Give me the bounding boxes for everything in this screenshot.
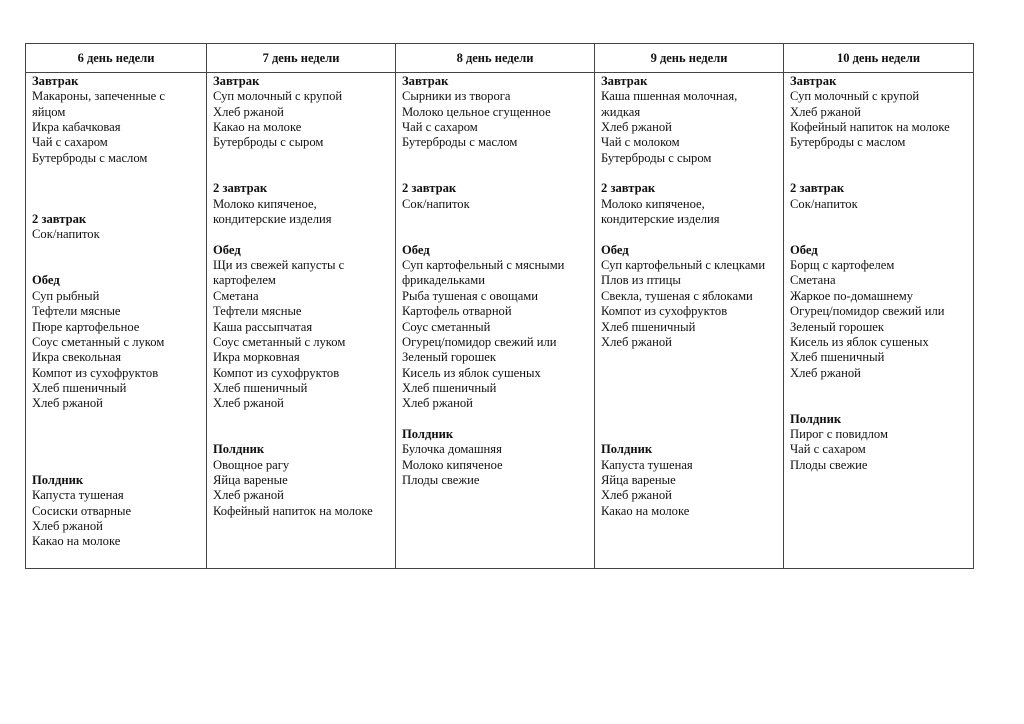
menu-item: Какао на молоке [601, 503, 690, 518]
menu-item: Сметана [213, 288, 259, 303]
menu-item: Плоды свежие [790, 457, 868, 472]
meal-heading: Завтрак [402, 74, 449, 88]
menu-item: Хлеб ржаной [601, 488, 672, 503]
spacer-line [213, 166, 393, 181]
spacer-line [213, 412, 393, 427]
spacer-line [402, 412, 592, 427]
menu-item: кондитерские изделия [213, 212, 332, 227]
spacer-line [790, 381, 971, 396]
menu-item: Хлеб ржаной [213, 488, 284, 503]
menu-item: Хлеб пшеничный [601, 319, 696, 334]
spacer-line [402, 151, 592, 166]
menu-item: Макароны, запеченные с [32, 89, 166, 104]
menu-item: фрикадельками [402, 273, 485, 288]
menu-item: яйцом [32, 104, 66, 119]
menu-item: Икра кабачковая [32, 120, 121, 135]
day-8-header: 8 день недели [396, 44, 594, 73]
meal-heading: Завтрак [213, 74, 260, 88]
meal-heading: 2 завтрак [790, 181, 845, 196]
menu-item: Тефтели мясные [32, 304, 121, 319]
meal-heading: Обед [213, 242, 241, 257]
spacer-line [32, 258, 204, 273]
day-6-column [26, 44, 207, 568]
menu-item: Хлеб ржаной [790, 365, 861, 380]
menu-item: Пирог с повидлом [790, 426, 888, 441]
day-8-column [396, 44, 595, 568]
menu-item: Хлеб ржаной [601, 334, 672, 349]
spacer-line [601, 427, 781, 442]
menu-item: Суп молочный с крупой [790, 89, 920, 104]
spacer-line [601, 166, 781, 181]
day-7-column [207, 44, 396, 568]
menu-item: Каша рассыпчатая [213, 319, 313, 334]
spacer-line [601, 366, 781, 381]
menu-item: Какао на молоке [32, 534, 121, 549]
day-6-header: 6 день недели [26, 44, 206, 73]
day-7-body [213, 74, 393, 519]
menu-item: Булочка домашняя [402, 442, 502, 457]
spacer-line [601, 227, 781, 242]
menu-item: Молоко кипяченое, [213, 196, 317, 211]
meal-heading: 2 завтрак [402, 181, 457, 196]
menu-item: Бутерброды с сыром [601, 150, 712, 165]
meal-heading: Полдник [32, 472, 84, 487]
menu-item: Соус сметанный с луком [213, 334, 346, 349]
meal-heading: 2 завтрак [213, 181, 268, 196]
spacer-line [402, 212, 592, 227]
menu-item: Суп молочный с крупой [213, 89, 343, 104]
menu-item: Чай с сахаром [32, 135, 108, 150]
spacer-line [402, 166, 592, 181]
menu-item: Каша пшенная молочная, [601, 89, 738, 104]
menu-item: Сосиски отварные [32, 503, 132, 518]
menu-item: Бутерброды с маслом [402, 135, 518, 150]
menu-item: Чай с молоком [601, 135, 680, 150]
meal-heading: Обед [601, 242, 629, 257]
day-9-body [601, 74, 781, 519]
menu-item: Икра свекольная [32, 350, 122, 365]
menu-item: Овощное рагу [213, 457, 290, 472]
spacer-line [601, 396, 781, 411]
menu-item: Суп картофельный с мясными [402, 258, 565, 273]
menu-item: Хлеб ржаной [213, 396, 284, 411]
menu-item: Икра морковная [213, 350, 300, 365]
spacer-line [213, 427, 393, 442]
menu-item: Щи из свежей капусты с [213, 258, 345, 273]
menu-item: Капуста тушеная [601, 457, 693, 472]
menu-item: Молоко кипяченое [402, 457, 503, 472]
meal-heading: 2 завтрак [601, 181, 656, 196]
spacer-line [790, 151, 971, 166]
spacer-line [790, 227, 971, 242]
spacer-line [32, 166, 204, 181]
spacer-line [32, 181, 204, 196]
meal-heading: Завтрак [32, 74, 79, 88]
menu-item: Картофель отварной [402, 304, 512, 319]
spacer-line [601, 412, 781, 427]
menu-item: Какао на молоке [213, 120, 302, 135]
menu-item: Огурец/помидор свежий или [402, 334, 557, 349]
menu-item: Капуста тушеная [32, 488, 124, 503]
menu-item: Кисель из яблок сушеных [790, 334, 929, 349]
spacer-line [402, 227, 592, 242]
menu-item: жидкая [601, 104, 641, 119]
menu-item: Чай с сахаром [790, 442, 866, 457]
menu-table [25, 43, 974, 569]
menu-item: Плоды свежие [402, 472, 480, 487]
menu-item: Сырники из творога [402, 89, 511, 104]
menu-item: Соус сметанный с луком [32, 334, 165, 349]
meal-heading: Обед [32, 273, 60, 288]
menu-item: Хлеб пшеничный [790, 350, 885, 365]
menu-item: Сметана [790, 273, 836, 288]
menu-item: Сок/напиток [790, 196, 858, 211]
menu-item: Кисель из яблок сушеных [402, 365, 541, 380]
day-10-header: 10 день недели [784, 44, 973, 73]
menu-item: Хлеб пшеничный [32, 380, 127, 395]
meal-heading: Полдник [790, 411, 842, 426]
menu-item: Зеленый горошек [790, 319, 885, 334]
menu-item: Суп рыбный [32, 288, 100, 303]
menu-item: Свекла, тушеная с яблоками [601, 288, 753, 303]
meal-heading: Завтрак [790, 74, 837, 88]
menu-item: Кофейный напиток на молоке [790, 120, 950, 135]
menu-item: Сок/напиток [402, 196, 470, 211]
spacer-line [32, 197, 204, 212]
meal-heading: Завтрак [601, 74, 648, 88]
menu-item: Суп картофельный с клецками [601, 258, 766, 273]
meal-heading: Обед [402, 242, 430, 257]
day-6-body [32, 74, 204, 550]
menu-item: Хлеб ржаной [601, 120, 672, 135]
menu-item: Рыба тушеная с овощами [402, 288, 538, 303]
meal-heading: Обед [790, 242, 818, 257]
day-9-header: 9 день недели [595, 44, 783, 73]
spacer-line [32, 427, 204, 442]
menu-item: Хлеб ржаной [790, 104, 861, 119]
spacer-line [32, 458, 204, 473]
spacer-line [32, 442, 204, 457]
menu-item: Соус сметанный [402, 319, 491, 334]
menu-item: Тефтели мясные [213, 304, 302, 319]
menu-item: Пюре картофельное [32, 319, 140, 334]
day-7-header: 7 день недели [207, 44, 395, 73]
menu-item: Молоко цельное сгущенное [402, 104, 551, 119]
day-10-body [790, 74, 971, 473]
meal-heading: Полдник [213, 442, 265, 457]
meal-heading: Полдник [601, 442, 653, 457]
spacer-line [32, 243, 204, 258]
menu-item: Молоко кипяченое, [601, 196, 705, 211]
menu-item: Хлеб ржаной [213, 104, 284, 119]
day-9-column [595, 44, 784, 568]
menu-item: Огурец/помидор свежий или [790, 304, 945, 319]
menu-item: Борщ с картофелем [790, 258, 895, 273]
menu-item: Бутерброды с маслом [790, 135, 906, 150]
spacer-line [790, 212, 971, 227]
spacer-line [601, 350, 781, 365]
menu-item: Сок/напиток [32, 227, 100, 242]
day-8-body [402, 74, 592, 488]
spacer-line [601, 381, 781, 396]
menu-item: Компот из сухофруктов [213, 365, 340, 380]
menu-item: Бутерброды с сыром [213, 135, 324, 150]
meal-heading: Полдник [402, 426, 454, 441]
menu-item: Хлеб ржаной [402, 396, 473, 411]
menu-item: Зеленый горошек [402, 350, 497, 365]
menu-item: картофелем [213, 273, 276, 288]
menu-item: Яйца вареные [213, 472, 288, 487]
menu-item: Жаркое по-домашнему [790, 288, 913, 303]
menu-item: Компот из сухофруктов [601, 304, 728, 319]
menu-item: кондитерские изделия [601, 212, 720, 227]
spacer-line [32, 412, 204, 427]
menu-item: Хлеб ржаной [32, 518, 103, 533]
menu-item: Чай с сахаром [402, 120, 478, 135]
menu-item: Плов из птицы [601, 273, 681, 288]
day-10-column [784, 44, 973, 568]
spacer-line [213, 227, 393, 242]
menu-item: Хлеб пшеничный [213, 380, 308, 395]
spacer-line [213, 151, 393, 166]
menu-item: Бутерброды с маслом [32, 150, 148, 165]
spacer-line [790, 166, 971, 181]
meal-heading: 2 завтрак [32, 212, 87, 227]
menu-item: Яйца вареные [601, 472, 676, 487]
menu-item: Хлеб ржаной [32, 396, 103, 411]
menu-item: Кофейный напиток на молоке [213, 503, 373, 518]
menu-item: Компот из сухофруктов [32, 365, 159, 380]
menu-item: Хлеб пшеничный [402, 380, 497, 395]
spacer-line [790, 396, 971, 411]
